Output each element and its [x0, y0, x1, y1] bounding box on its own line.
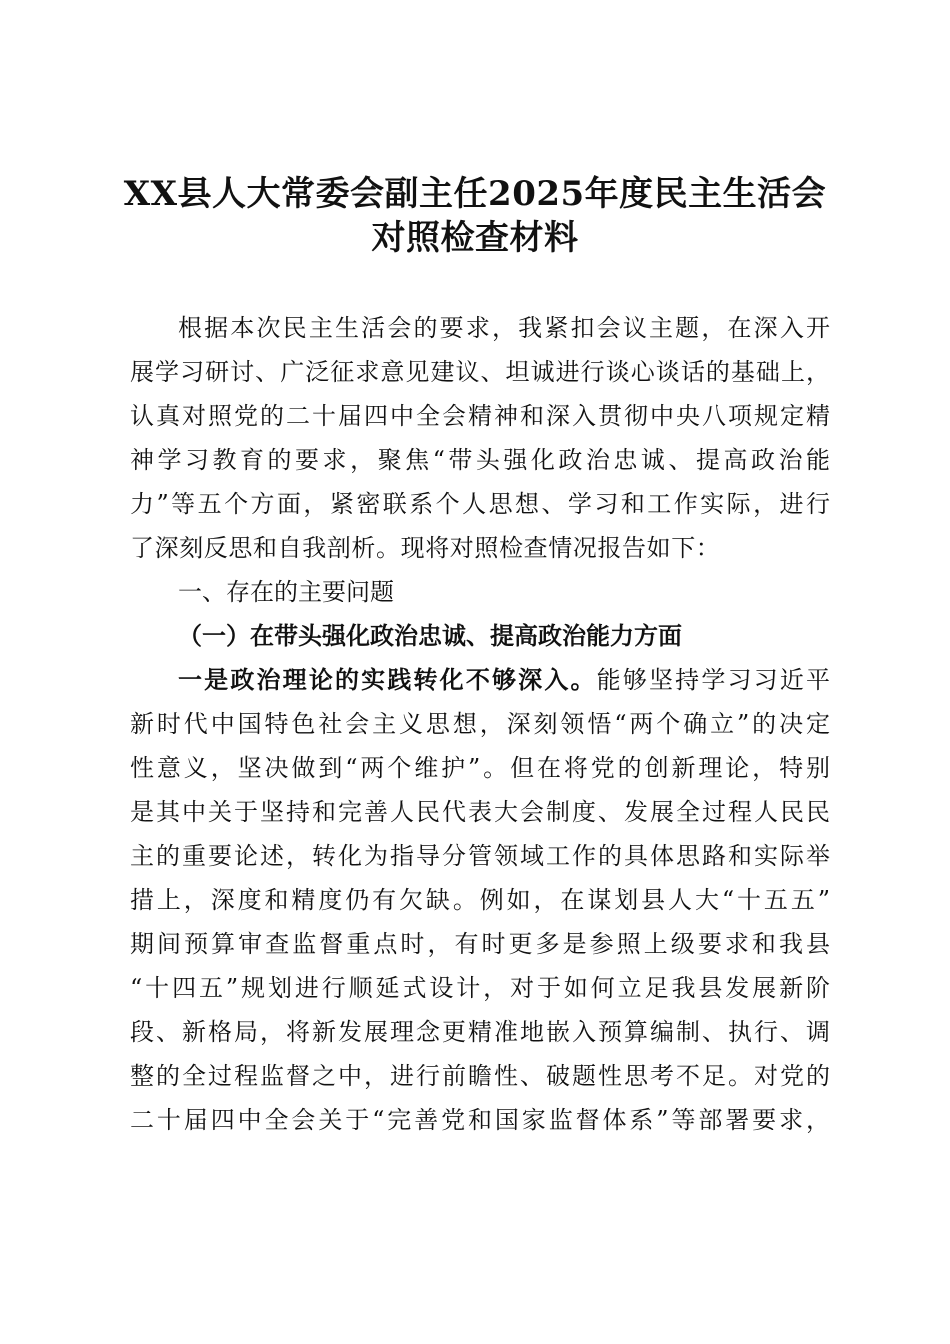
subsection-heading: （一）在带头强化政治忠诚、提高政治能力方面 [178, 621, 682, 650]
point-line: 段、新格局，将新发展理念更精准地嵌入预算编制、执行、调 [130, 1018, 830, 1046]
intro-line: 根据本次民主生活会的要求，我紧扣会议主题，在深入开 [178, 314, 830, 342]
point-first-line [178, 665, 830, 695]
intro-line: 了深刻反思和自我剖析。现将对照检查情况报告如下： [130, 534, 721, 562]
document-title-line-2: 对照检查材料 [371, 218, 579, 258]
point-line: 二十届四中全会关于“完善党和国家监督体系”等部署要求， [130, 1106, 830, 1134]
point-lead: 一是政治理论的实践转化不够深入。 [178, 665, 597, 694]
point-line: 整的全过程监督之中，进行前瞻性、破题性思考不足。对党的 [130, 1062, 830, 1090]
point-first-line-rest: 能够坚持学习习近平 [596, 666, 831, 694]
section-heading: 一、存在的主要问题 [178, 578, 394, 606]
point-line: 新时代中国特色社会主义思想，深刻领悟“两个确立”的决定 [130, 710, 830, 738]
point-line: “十四五”规划进行顺延式设计，对于如何立足我县发展新阶 [130, 974, 830, 1002]
document-title-line-1: XX县人大常委会副主任2025年度民主生活会 [123, 174, 827, 214]
point-line: 期间预算审查监督重点时，有时更多是参照上级要求和我县 [130, 930, 830, 958]
point-line: 措上，深度和精度仍有欠缺。例如，在谋划县人大“十五五” [130, 886, 830, 914]
point-line: 主的重要论述，转化为指导分管领域工作的具体思路和实际举 [130, 842, 830, 870]
intro-line: 力”等五个方面，紧密联系个人思想、学习和工作实际，进行 [130, 490, 830, 518]
intro-line: 展学习研讨、广泛征求意见建议、坦诚进行谈心谈话的基础上， [130, 358, 830, 386]
intro-line: 认真对照党的二十届四中全会精神和深入贯彻中央八项规定精 [130, 402, 830, 430]
intro-line: 神学习教育的要求，聚焦“带头强化政治忠诚、提高政治能 [130, 446, 830, 474]
point-line: 性意义，坚决做到“两个维护”。但在将党的创新理论，特别 [130, 754, 830, 782]
point-line: 是其中关于坚持和完善人民代表大会制度、发展全过程人民民 [130, 798, 830, 826]
